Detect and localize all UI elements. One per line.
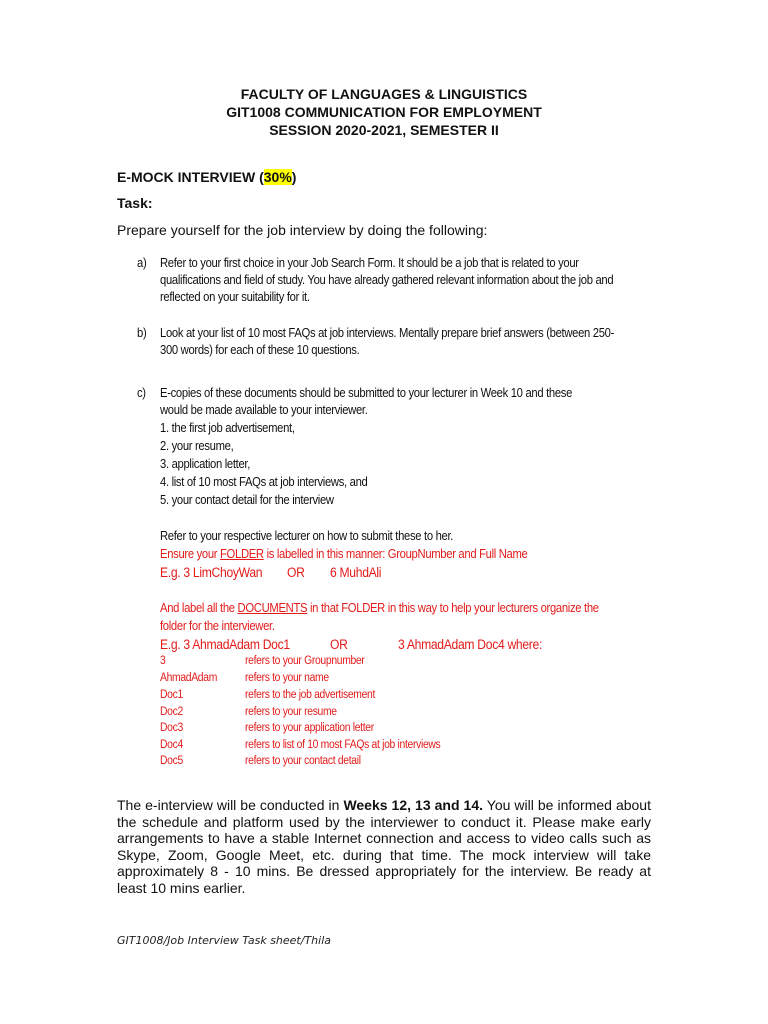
folder-naming-rule: [160, 547, 528, 561]
weight-highlight: 30%: [263, 169, 292, 185]
docs-example-1: E.g. 3 AhmadAdam Doc1: [160, 637, 290, 652]
item-c-line-2: would be made available to your interviewer.: [160, 403, 368, 417]
section-title-prefix: E-MOCK INTERVIEW (: [117, 169, 264, 185]
submission-note: Refer to your respective lecturer on how to submit these to her.: [160, 529, 454, 543]
document-list-item: 5. your contact detail for the interview: [160, 493, 334, 507]
item-a-line-3: reflected on your suitability for it.: [160, 290, 310, 304]
item-a-marker: a): [137, 256, 147, 270]
legend-key: Doc3: [160, 722, 183, 734]
closing-pre: The e-interview will be conducted in: [117, 797, 344, 813]
folder-example-1: E.g. 3 LimChoyWan: [160, 565, 263, 580]
item-b-line-1: Look at your list of 10 most FAQs at job interviews. Mentally prepare brief answers (between 250-: [160, 326, 615, 340]
session-heading: SESSION 2020-2021, SEMESTER II: [269, 122, 499, 138]
document-list-item: 1. the first job advertisement,: [160, 421, 295, 435]
task-label: Task:: [117, 195, 153, 211]
document-list-item: 2. your resume,: [160, 439, 234, 453]
section-title-suffix: ): [291, 169, 297, 185]
legend-key: Doc1: [160, 689, 183, 701]
docs-example-2: 3 AhmadAdam Doc4 where:: [398, 637, 543, 652]
task-intro: Prepare yourself for the job interview by doing the following:: [117, 222, 488, 238]
documents-word: DOCUMENTS: [237, 601, 308, 615]
document-list-item: 3. application letter,: [160, 457, 251, 471]
item-c-line-1: E-copies of these documents should be submitted to your lecturer in Week 10 and these: [160, 386, 573, 400]
docs-rule-pre: And label all the: [160, 601, 238, 615]
section-title: [117, 169, 296, 185]
folder-word: FOLDER: [220, 547, 264, 561]
legend-value: refers to your Groupnumber: [245, 655, 365, 667]
closing-post: You will be informed about the schedule and platform used by the interviewer to conduct it. Please make early arrangements to have a stable Internet connection and access to video calls such as Skype, Zoom, Google Meet, etc. during that time. The mock interview will take approximately 8 - 10 mins. Be dressed appropriately for the interview. Be ready at least 10 mins earlier.: [117, 797, 651, 896]
legend-key: Doc2: [160, 706, 183, 718]
legend-key: AhmadAdam: [160, 672, 218, 684]
faculty-heading: FACULTY OF LANGUAGES & LINGUISTICS: [240, 86, 528, 102]
interview-weeks: Weeks 12, 13 and 14.: [343, 797, 483, 813]
item-b-marker: b): [137, 326, 147, 340]
folder-rule-post: is labelled in this manner: GroupNumber and Full Name: [263, 547, 528, 561]
legend-value: refers to your resume: [245, 706, 337, 718]
folder-example-or: OR: [287, 565, 305, 580]
legend-key: Doc4: [160, 739, 183, 751]
closing-paragraph: [117, 797, 651, 897]
legend-key: 3: [160, 655, 166, 667]
legend-value: refers to the job advertisement: [245, 689, 376, 701]
legend-value: refers to your contact detail: [245, 755, 361, 767]
folder-example-2: 6 MuhdAli: [330, 565, 382, 580]
legend-key: Doc5: [160, 755, 183, 767]
folder-rule-pre: Ensure your: [160, 547, 221, 561]
item-c-marker: c): [137, 386, 146, 400]
page-footer: GIT1008/Job Interview Task sheet/Thila: [117, 934, 331, 947]
documents-naming-rule: [160, 601, 599, 615]
documents-naming-rule-line-2: folder for the interviewer.: [160, 619, 275, 633]
legend-value: refers to your application letter: [245, 722, 374, 734]
legend-value: refers to list of 10 most FAQs at job interviews: [245, 739, 441, 751]
document-list-item: 4. list of 10 most FAQs at job interviews, and: [160, 475, 368, 489]
docs-rule-post: in that FOLDER in this way to help your lecturers organize the: [307, 601, 599, 615]
item-a-line-1: Refer to your first choice in your Job Search Form. It should be a job that is related to your: [160, 256, 579, 270]
item-a-line-2: qualifications and field of study. You have already gathered relevant information about the job and: [160, 273, 614, 287]
docs-example-or: OR: [330, 637, 348, 652]
item-b-line-2: 300 words) for each of these 10 questions.: [160, 343, 360, 357]
course-heading: GIT1008 COMMUNICATION FOR EMPLOYMENT: [226, 104, 542, 120]
legend-value: refers to your name: [245, 672, 329, 684]
